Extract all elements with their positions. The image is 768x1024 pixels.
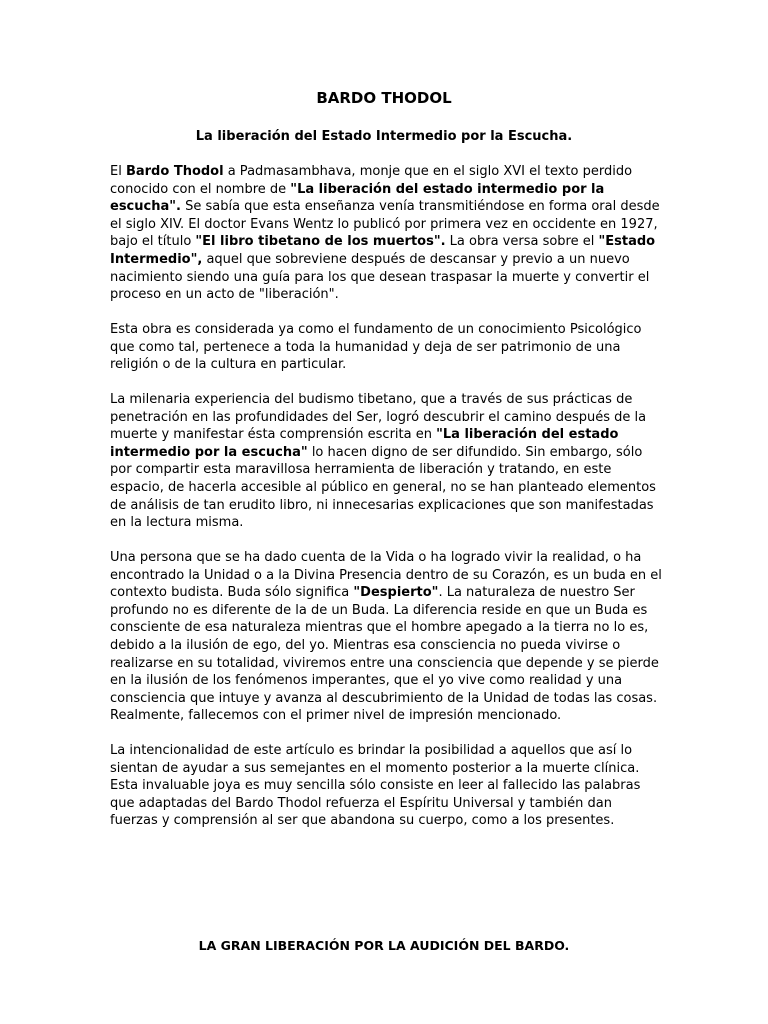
text-run: Se sabía que esta enseñanza venía transmitiéndose en forma oral desde el siglo XIV. El doctor Evans Wentz lo publicó por primera vez en occidente en 1927, bajo el título xyxy=(110,199,660,250)
text-run: a Padmasambhava, monje que en el siglo XVI el texto perdido conocido con el nombre de xyxy=(110,164,633,197)
bold-run: "La liberación del estado intermedio por la escucha". xyxy=(110,181,605,215)
text-run: La milenaria experiencia del budismo tibetano, que a través de sus prácticas de penetración en las profundidades del Ser, logró descubrir el camino después de la muerte y manifestar ésta comprensión escrita en xyxy=(110,392,647,443)
bold-run: "El libro tibetano de los muertos". xyxy=(195,234,446,250)
text-run: La obra versa sobre el xyxy=(445,234,599,250)
text-run: El xyxy=(110,164,126,179)
paragraph-buddha xyxy=(110,549,662,725)
bold-run: "Estado Intermedio", xyxy=(110,234,656,267)
document-subtitle: La liberación del Estado Intermedio por la Escucha. xyxy=(195,129,573,144)
bold-run: Bardo Thodol xyxy=(125,164,224,179)
text-run: Una persona que se ha dado cuenta de la Vida o ha logrado vivir la realidad, o ha encontrado la Unidad o a la Divina Presencia dentro de su Corazón, es un buda en el contexto budista. Buda sólo significa xyxy=(110,550,662,601)
text-run: . La naturaleza de nuestro Ser profundo no es diferente de la de un Buda. La diferencia reside en que un Buda es consciente de esa naturaleza mientras que el hombre apegado a la tierra no lo es, debido a la ilusión de ego, del yo. Mientras esa consciencia no pueda vivirse o realizarse en su totalidad, viviremos entre una consciencia que depende y se pierde en la ilusión de los fenómenos imperantes, que el yo vive como realidad y una consciencia que intuye y avanza al descubrimiento de la Unidad de todas las cosas. Realmente, fallecemos con el primer nivel de impresión mencionado. xyxy=(110,585,659,724)
bold-run: "La liberación del estado intermedio por la escucha" xyxy=(110,427,619,460)
document-title: BARDO THODOL xyxy=(316,89,452,107)
section-heading: LA GRAN LIBERACIÓN POR LA AUDICIÓN DEL BARDO. xyxy=(198,938,570,953)
bold-run: "Despierto" xyxy=(353,585,439,601)
paragraph-intention: La intencionalidad de este artículo es brindar la posibilidad a aquellos que así lo sientan de ayudar a sus semejantes en el momento posterior a la muerte clínica. Esta invaluable joya es muy sencilla sólo consiste en leer al fallecido las palabras que adaptadas del Bardo Thodol refuerza el Espíritu Universal y también dan fuerzas y comprensión al ser que abandona su cuerpo, como a los presentes. xyxy=(110,743,641,829)
paragraph-psychological: Esta obra es considerada ya como el fundamento de un conocimiento Psicológico que como tal, pertenece a toda la humanidad y deja de ser patrimonio de una religión o de la cultura en particular. xyxy=(110,322,642,373)
paragraph-intro xyxy=(110,163,662,304)
paragraph-tibetan-buddhism xyxy=(110,391,662,532)
text-run: lo hacen digno de ser difundido. Sin embargo, sólo por compartir esta maravillosa herramienta de liberación y tratando, en este espacio, de hacerla accesible al público en general, no se han planteado elementos de análisis de tan erudito libro, ni innecesarias explicaciones que son manifestadas en la lectura misma. xyxy=(110,444,656,531)
text-run: aquel que sobreviene después de descansar y previo a un nuevo nacimiento siendo una guía para los que desean traspasar la muerte y convertir el proceso en un acto de "liberación". xyxy=(110,251,650,303)
